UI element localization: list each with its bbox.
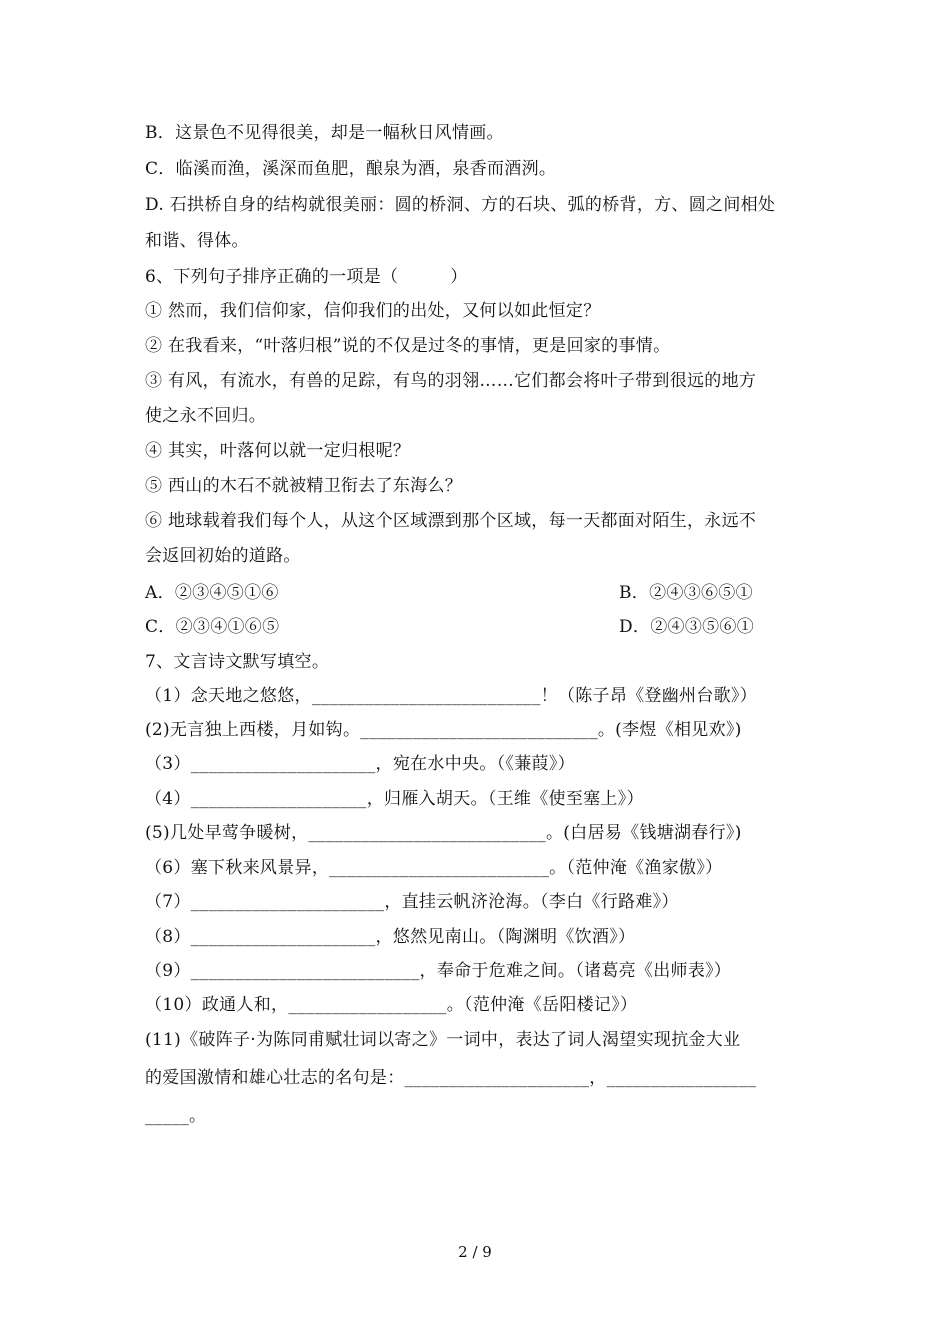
- q6-sentence-6-line2: 会返回初始的道路。: [145, 546, 301, 566]
- q7-fill-5: (5)几处早莺争暖树，___________________________。(白居易《钱塘湖春行》): [145, 823, 742, 843]
- q5-option-b: B．这景色不见得很美，却是一幅秋日风情画。: [145, 123, 504, 143]
- q6-sentence-2: ② 在我看来，“叶落归根”说的不仅是过冬的事情，更是回家的事情。: [145, 336, 671, 356]
- q7-fill-3: （3）_____________________，宛在水中央。（《蒹葭》）: [145, 754, 575, 774]
- q5-option-d-line2: 和谐、得体。: [145, 231, 249, 251]
- q7-fill-7: （7）______________________，直挂云帆济沧海。（李白《行路难》）: [145, 892, 679, 912]
- q6-options-row1: [145, 578, 815, 608]
- q7-fill-11-line2: 的爱国激情和雄心壮志的名句是：_____________________，_________________: [145, 1068, 757, 1088]
- q6-option-d: D．②④③⑤⑥①: [619, 617, 755, 637]
- q7-fill-11-line3: _____。: [145, 1106, 207, 1126]
- q5-option-d-line1: D. 石拱桥自身的结构就很美丽：圆的桥洞、方的石块、弧的桥背，方、圆之间相处: [145, 195, 776, 215]
- q7-fill-2: (2)无言独上西楼，月如钩。___________________________。(李煜《相见欢》): [145, 720, 742, 740]
- q7-fill-4: （4）____________________，归雁入胡天。（王维《使至塞上》）: [145, 789, 644, 809]
- q7-fill-1: （1）念天地之悠悠，__________________________！（陈子昂《登幽州台歌》）: [145, 686, 758, 706]
- q6-sentence-1: ① 然而，我们信仰家，信仰我们的出处，又何以如此恒定？: [145, 301, 601, 321]
- q7-fill-6: （6）塞下秋来风景异，_________________________。（范仲淹《渔家傲》）: [145, 858, 723, 878]
- q7-title: 7、文言诗文默写填空。: [145, 652, 330, 672]
- q6-option-a: A．②③④⑤①⑥: [145, 583, 279, 603]
- page-number: 2 / 9: [458, 1243, 492, 1261]
- q7-fill-8: （8）_____________________，悠然见南山。（陶渊明《饮酒》）: [145, 927, 636, 947]
- q6-sentence-3-line1: ③ 有风，有流水，有兽的足踪，有鸟的羽翎……它们都会将叶子带到很远的地方: [145, 371, 757, 391]
- q6-sentence-4: ④ 其实，叶落何以就一定归根呢？: [145, 441, 411, 461]
- q5-option-c: C．临溪而渔，溪深而鱼肥，酿泉为酒，泉香而酒洌。: [145, 159, 557, 179]
- q6-title: 6、下列句子排序正确的一项是（ ）: [145, 267, 468, 287]
- q7-fill-11-line1: (11)《破阵子·为陈同甫赋壮词以寄之》一词中，表达了词人渴望实现抗金大业: [145, 1030, 741, 1050]
- q6-options-row2: [145, 612, 815, 642]
- q6-sentence-3-line2: 使之永不回归。: [145, 406, 267, 426]
- q6-option-c: C．②③④①⑥⑤: [145, 617, 280, 637]
- q6-sentence-5: ⑤ 西山的木石不就被精卫衔去了东海么？: [145, 476, 463, 496]
- q7-fill-10: （10）政通人和，__________________。（范仲淹《岳阳楼记》）: [145, 995, 638, 1015]
- q6-option-b: B．②④③⑥⑤①: [619, 583, 753, 603]
- q6-sentence-6-line1: ⑥ 地球载着我们每个人，从这个区域漂到那个区域，每一天都面对陌生，永远不: [145, 511, 757, 531]
- q7-fill-9: （9）__________________________，奉命于危难之间。（诸葛亮《出师表》）: [145, 961, 732, 981]
